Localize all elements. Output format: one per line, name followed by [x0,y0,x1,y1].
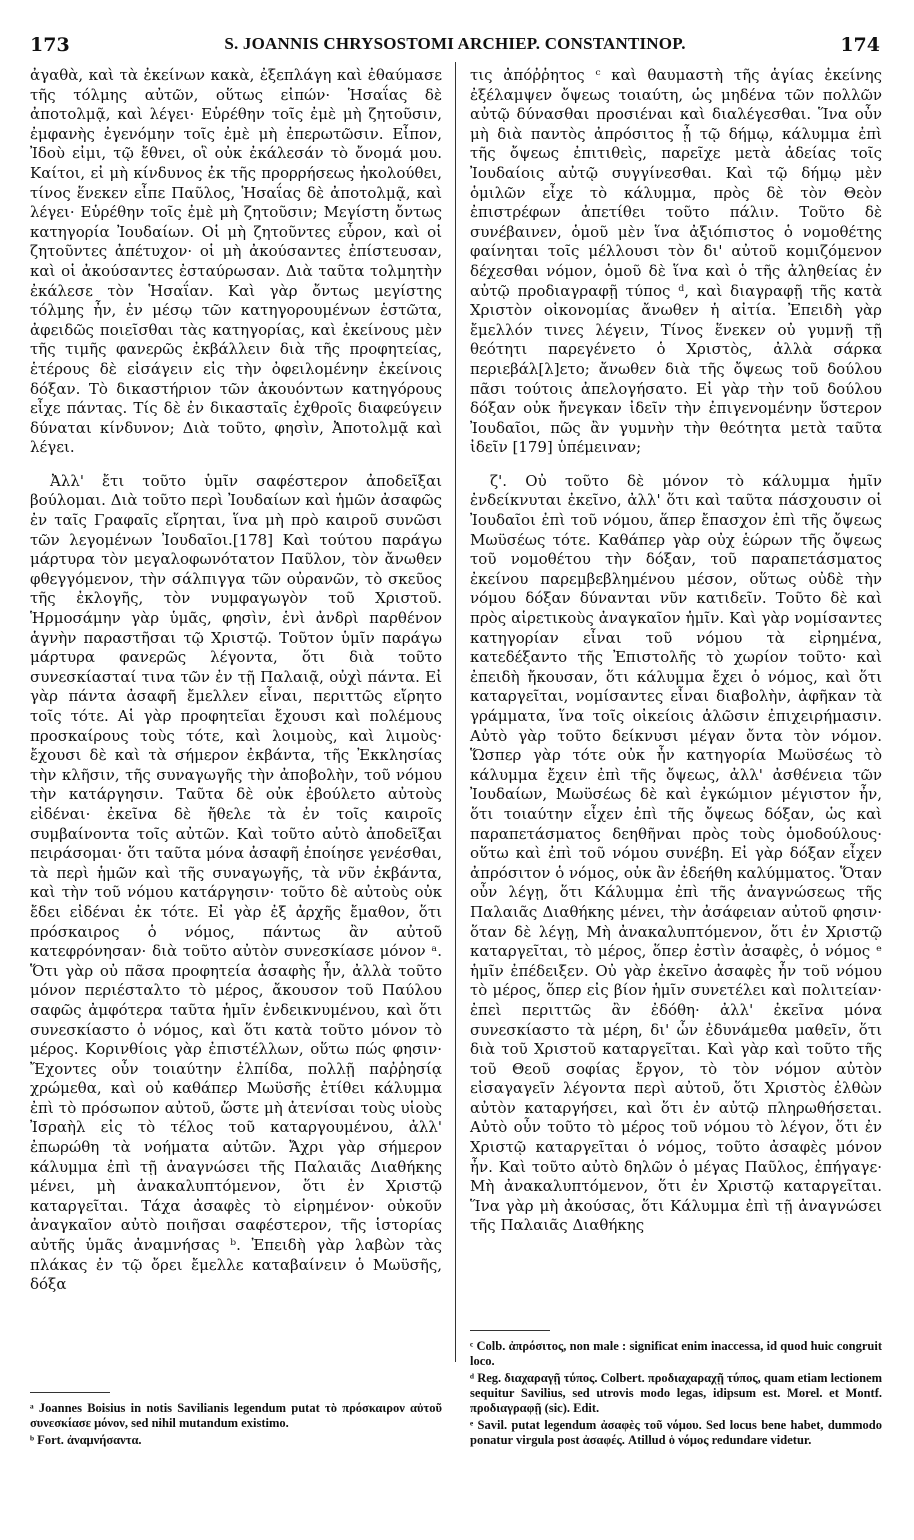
left-paragraph-1: ἀγαθὰ, καὶ τὰ ἐκείνων κακὰ, ἐξεπλάγη καὶ ἐθαύμασε τῆς τόλμης αὐτῶν, οὕτως εἰπών· Ἡσαΐας δὲ ἀποτολμᾷ, καὶ λέγει· Εὑρέθην τοῖς ἐμὲ μὴ ζητοῦσιν, ἐμφανὴς ἐγενόμην τοῖς ἐμὲ μὴ ἐπερωτῶσιν. Εἶπον, Ἰδοὺ εἰμι, τῷ ἔθνει, οἳ οὐκ ἐκάλεσάν τὸ ὄνομά μου. Καίτοι, εἰ μὴ κίνδυνος ἐκ τῆς προρρήσεως ἠκολούθει, τίνος ἕνεκεν εἶπε Παῦλος, Ἡσαΐας δὲ ἀποτολμᾷ, καὶ λέγει· Εὑρέθην τοῖς ἐμὲ μὴ ζητοῦσιν; Μεγίστη ὄντως κατηγορία Ἰουδαίων. Οἱ μὴ ζητοῦντες εὗρον, καὶ οἱ ζητοῦντες ἀπέτυχον· οἱ μὴ ἀκούσαντες ἐπίστευσαν, καὶ οἱ ἀκούσαντες ἐσταύρωσαν. Διὰ ταῦτα τολμητὴν ἐκάλεσε τὸν Ἡσαΐαν. Καὶ γὰρ ὄντως μεγίστης τόλμης ἦν, ἐν μέσῳ τῶν κατηγορουμένων ἑστῶτα, ἀφειδῶς ποιεῖσθαι τὰς κατηγορίας, καὶ ἐκείνους μὲν τῆς τιμῆς φανερῶς ἐκβάλλειν διὰ τῆς προφητείας, ἑτέρους δὲ εἰσάγειν εἰς τὴν ὀφειλομένην ἐκείνοις δόξαν. Τὸ δικαστήριον τῶν ἀκουόντων κατηγόρους εἶχε πάντας. Τίς δὲ ἐν δικασταῖς ἐχθροῖς διαφεύγειν δύναται κίνδυνον; Διὰ τοῦτο, φησὶν, Ἀποτολμᾷ καὶ λέγει. [30,66,442,457]
page-number-right: 174 [840,34,880,56]
left-column [30,66,442,1295]
page-number-left: 173 [30,34,70,56]
footnote-b: ᵇ Fort. ἀναμνήσαντα. [30,1433,142,1447]
right-column [470,66,882,1236]
footnote-a: ᵃ Joannes Boisius in notis Savilianis legendum putat τὸ πρόσκαιρον αὐτοῦ συνεσκίασε μόνον, sed nihil mutandum existimo. [30,1401,442,1430]
footnotes-left [30,1380,442,1448]
footnote-c: ᶜ Colb. ἀπρόσιτος, non male : significat enim inaccessa, id quod huic congruit loco. [470,1339,882,1368]
footnote-rule-right [470,1330,550,1331]
right-paragraph-1: τις ἀπόῤῥητος ᶜ καὶ θαυμαστὴ τῆς ἁγίας ἐκείνης ἐξέλαμψεν ὄψεως τοιαύτη, ὡς μηδένα τῶν πολλῶν αὐτῷ δύνασθαι προσιέναι καὶ διαλέγεσθαι. Ἵνα οὖν μὴ διὰ παντὸς ἀπρόσιτος ᾖ τῷ δήμῳ, κάλυμμα ἐπὶ τῆς ὄψεως ἐπιτιθεὶς, παρεῖχε μετὰ ἀδείας τοῖς Ἰουδαίοις αὐτῷ συγγίνεσθαι. Καὶ τῷ δήμῳ μὲν ὁμιλῶν εἶχε τὸ κάλυμμα, πρὸς δὲ τὸν Θεὸν ἐπιστρέφων ἀπετίθει τοῦτο πάλιν. Τοῦτο δὲ συνέβαινεν, ὁμοῦ μὲν ἵνα ἀξιόπιστος ὁ νομοθέτης φαίνηται τοῖς μέλλουσι τὸν δι' αὐτοῦ κομιζόμενον δέχεσθαι νόμον, ὁμοῦ δὲ ἵνα καὶ ὁ τῆς ἀληθείας ἐν αὐτῷ προδιαγραφῇ τύπος ᵈ, καὶ διαγραφῇ τῆς κατὰ Χριστὸν οἰκονομίας ἄνωθεν ἡ αἰτία. Ἐπειδὴ γὰρ ἔμελλόν τινες λέγειν, Τίνος ἕνεκεν οὐ γυμνῇ τῇ θεότητι παρεγένετο ὁ Χριστὸς, ἀλλὰ σάρκα περιεβάλ[λ]ετο; ἄνωθεν διὰ τῆς ὄψεως τοῦ δούλου πᾶσι τούτοις ἀπελογήσατο. Εἰ γὰρ τὴν τοῦ δούλου δόξαν οὐκ ἤνεγκαν ἰδεῖν τὴν ἐπιγενομένην ὕστερον Ἰουδαῖοι, πῶς ἂν γυμνὴν τὴν θεότητα μετὰ ταῦτα ἰδεῖν [179] ὑπέμειναν; [470,66,882,457]
footnotes-right [470,1318,882,1448]
footnote-rule-left [30,1392,110,1393]
left-paragraph-2: Ἀλλ' ἔτι τοῦτο ὑμῖν σαφέστερον ἀποδεῖξαι βούλομαι. Διὰ τοῦτο περὶ Ἰουδαίων καὶ ἡμῶν ἀσαφῶς ἐν ταῖς Γραφαῖς εἴρηται, ἵνα μὴ πρὸ καιροῦ συνῶσι τῶν λεγομένων Ἰουδαῖοι.[178] Καὶ τούτου παράγω μάρτυρα τὸν μεγαλοφωνότατον Παῦλον, τὸν ἄνωθεν φθεγγόμενον, τὴν σάλπιγγα τῶν οὐρανῶν, τὸ σκεῦος τῆς ἐκλογῆς, τὸν νυμφαγωγὸν τοῦ Χριστοῦ. Ἡρμοσάμην γὰρ ὑμᾶς, φησὶν, ἑνὶ ἀνδρὶ παρθένον ἁγνὴν παραστῆσαι τῷ Χριστῷ. Τοῦτον ὑμῖν παράγω μάρτυρα φανερῶς λέγοντα, ὅτι διὰ τοῦτο συνεσκίασταί τινα τῶν ἐν τῇ Παλαιᾷ, οὐχὶ πάντα. Εἰ γὰρ πάντα ἀσαφῆ ἔμελλεν εἶναι, περιττῶς εἴρητο τοῖς τότε. Αἱ γὰρ προφητεῖαι ἔχουσι καὶ πολέμους προσκαίρους τοὺς τότε, καὶ λοιμοὺς, καὶ λιμοὺς· ἔχουσι δὲ καὶ τὰ σήμερον ἐκβάντα, τῆς Ἐκκλησίας τὴν κλῆσιν, τῆς συναγωγῆς τὴν ἀποβολὴν, τοῦ νόμου τὴν κατάργησιν. Ταῦτα δὲ οὐκ ἐβούλετο αὐτοὺς εἰδέναι· ἐκεῖνα δὲ ἤθελε τὰ ἐν τοῖς καιροῖς συμβαίνοντα τοῖς αὐτῶν. Καὶ τοῦτο αὐτὸ ἀποδεῖξαι πειράσομαι· ὅτι ταῦτα μόνα ἀσαφῆ ἐποίησε γενέσθαι, τὰ περὶ ἡμῶν καὶ τῆς συναγωγῆς, τὰ νῦν ἐκβάντα, καὶ τὴν τοῦ νόμου κατάργησιν· τοῦτο δὲ αὐτοὺς οὐκ ἔδει εἰδέναι ἐκ τότε. Εἰ γὰρ ἐξ ἀρχῆς ἔμαθον, ὅτι πρόσκαιρος ὁ νόμος, πάντως ἂν αὐτοῦ κατεφρόνησαν· διὰ τοῦτο αὐτὸν συνεσκίασε μόνον ᵃ. Ὅτι γὰρ οὐ πᾶσα προφητεία ἀσαφὴς ἦν, ἀλλὰ τοῦτο μόνον περιέσταλτο τὸ μέρος, ἄκουσον τοῦ Παύλου σαφῶς ἀμφότερα ταῦτα ἡμῖν ἐνδεικνυμένου, καὶ ὅτι συνεσκίαστο ὁ νόμος, καὶ ὅτι κατὰ τοῦτο μόνον τὸ μέρος. Κορινθίοις γὰρ ἐπιστέλλων, οὕτω πώς φησιν· Ἔχοντες οὖν τοιαύτην ἐλπίδα, πολλῇ παῤῥησίᾳ χρώμεθα, καὶ οὐ καθάπερ Μωϋσῆς ἐτίθει κάλυμμα ἐπὶ τὸ πρόσωπον αὐτοῦ, ὥστε μὴ ἀτενίσαι τοὺς υἱοὺς Ἰσραὴλ εἰς τὸ τέλος τοῦ καταργουμένου, ἀλλ' ἐπωρώθη τὰ νοήματα αὐτῶν. Ἄχρι γὰρ σήμερον κάλυμμα ἐπὶ τῇ ἀναγνώσει τῆς Παλαιᾶς Διαθήκης μένει, μὴ ἀνακαλυπτόμενον, ὅτι ἐν Χριστῷ καταργεῖται. Τάχα ἀσαφὲς τὸ εἰρημένον· οὐκοῦν ἀναγκαῖον αὐτὸ ποιῆσαι σαφέστερον, τῆς ἱστορίας αὐτῆς ὑμᾶς ἀναμνήσας ᵇ. Ἐπειδὴ γὰρ λαβὼν τὰς πλάκας ἐν τῷ ὄρει ἔμελλε καταβαίνειν ὁ Μωϋσῆς, δόξα [30,471,442,1294]
column-divider [455,62,456,1362]
page-header [30,34,880,62]
footnote-e: ᵉ Savil. putat legendum ἀσαφὲς τοῦ νόμου. Sed locus bene habet, dummodo ponatur virgula post ἀσαφές. Atillud ὁ νόμος redundare videtur. [470,1418,882,1447]
right-paragraph-2: ζ'. Οὐ τοῦτο δὲ μόνον τὸ κάλυμμα ἡμῖν ἐνδείκνυται ἐκεῖνο, ἀλλ' ὅτι καὶ ταῦτα πάσχουσιν οἱ Ἰουδαῖοι ἐπὶ τοῦ νόμου, ἅπερ ἔπασχον ἐπὶ τῆς ὄψεως Μωϋσέως τότε. Καθάπερ γὰρ οὐχ ἑώρων τῆς ὄψεως τοῦ νομοθέτου τὴν δόξαν, τοῦ παραπετάσματος ἐκείνου παρεμβεβλημένου μέσον, οὕτως οὐδὲ τὴν νόμου δόξαν δύνανται νῦν κατιδεῖν. Τοῦτο δὲ καὶ πρὸς αἱρετικοὺς ἀναγκαῖον ἡμῖν. Καὶ γὰρ νομίσαντες κατηγορίαν εἶναι τοῦ νόμου τὰ εἰρημένα, κατεδέξαντο τῆς Ἐπιστολῆς τὸ χωρίον τοῦτο· καὶ ἐπειδὴ ἤκουσαν, ὅτι κάλυμμα ἔχει ὁ νόμος, καὶ ὅτι καταργεῖται, νομίσαντες εἶναι διαβολὴν, ἀφῆκαν τὰ γράμματα, ἵνα τοῖς οἰκείοις ἁλῶσιν ἐπιχειρήμασιν. Αὐτὸ γὰρ τοῦτο δείκνυσι μέγαν ὄντα τὸν νόμον. Ὥσπερ γὰρ τότε οὐκ ἦν κατηγορία Μωϋσέως τὸ κάλυμμα ἔχειν ἐπὶ τῆς ὄψεως, ἀλλ' ἀσθένεια τῶν Ἰουδαίων, Μωϋσέως δὲ καὶ ἐγκώμιον μέγιστον ἦν, ὅτι τοιαύτην εἶχεν ἐπὶ τῆς ὄψεως δόξαν, ὡς καὶ παραπετάσματος δεηθῆναι πρὸς τοὺς ὁμοδούλους· οὕτω καὶ ἐπὶ τοῦ νόμου συνέβη. Εἰ γὰρ δόξαν εἶχεν ἀπρόσιτον ὁ νόμος, οὐκ ἂν ἐδεήθη καλύμματος. Ὅταν οὖν λέγῃ, ὅτι Κάλυμμα ἐπὶ τῆς ἀναγνώσεως τῆς Παλαιᾶς Διαθήκης μένει, τὴν ἀσάφειαν αὐτοῦ φησιν· ὅταν δὲ λέγῃ, Μὴ ἀνακαλυπτόμενον, ὅτι ἐν Χριστῷ καταργεῖται, τὸ μέρος, ὅπερ ἐστὶν ἀσαφὲς, ὁ νόμος ᵉ ἡμῖν ἐπέδειξεν. Οὐ γὰρ ἐκεῖνο ἀσαφὲς ἦν τοῦ νόμου τὸ μέρος, ὅπερ εἰς βίον ἡμῖν συνετέλει καὶ πολιτείαν· ἐπεὶ περιττῶς ἂν ἐδόθη· ἀλλ' ἐκεῖνα μόνα συνεσκίαστο τὰ μέρη, δι' ὧν ἐδυνάμεθα μαθεῖν, ὅτι διὰ τοῦ Χριστοῦ καταργεῖται. Καὶ γὰρ καὶ τοῦτο τῆς τοῦ Θεοῦ σοφίας ἔργον, τὸ τὸν νόμον αὐτὸν εἰσαγαγεῖν λέγοντα περὶ αὐτοῦ, ὅτι Χριστὸς ἐλθὼν αὐτὸν καταργήσει, καὶ ὅτι ἐν αὐτῷ πληρωθήσεται. Αὐτὸ οὖν τοῦτο τὸ μέρος τοῦ νόμου τὸ λέγον, ὅτι ἐν Χριστῷ καταργεῖται ὁ νόμος, τοῦτο ἀσαφὲς μόνον ἦν. Καὶ τοῦτο αὐτὸ δηλῶν ὁ μέγας Παῦλος, ἐπήγαγε· Μὴ ἀνακαλυπτόμενον, ὅτι ἐν Χριστῷ καταργεῖται. Ἵνα γὰρ μὴ ἀκούσας, ὅτι Κάλυμμα ἐπὶ τῇ ἀναγνώσει τῆς Παλαιᾶς Διαθήκης [470,471,882,1235]
running-title: S. JOANNIS CHRYSOSTOMI ARCHIEP. CONSTANTINOP. [224,34,686,53]
footnote-d: ᵈ Reg. διαχαραγῇ τύπος. Colbert. προδιαχαραχῇ τύπος, quam etiam lectionem sequitur Savilius, sed utrovis modo legas, idipsum est. Morel. et Montf. προδιαγραφῇ (sic). Edit. [470,1371,882,1415]
